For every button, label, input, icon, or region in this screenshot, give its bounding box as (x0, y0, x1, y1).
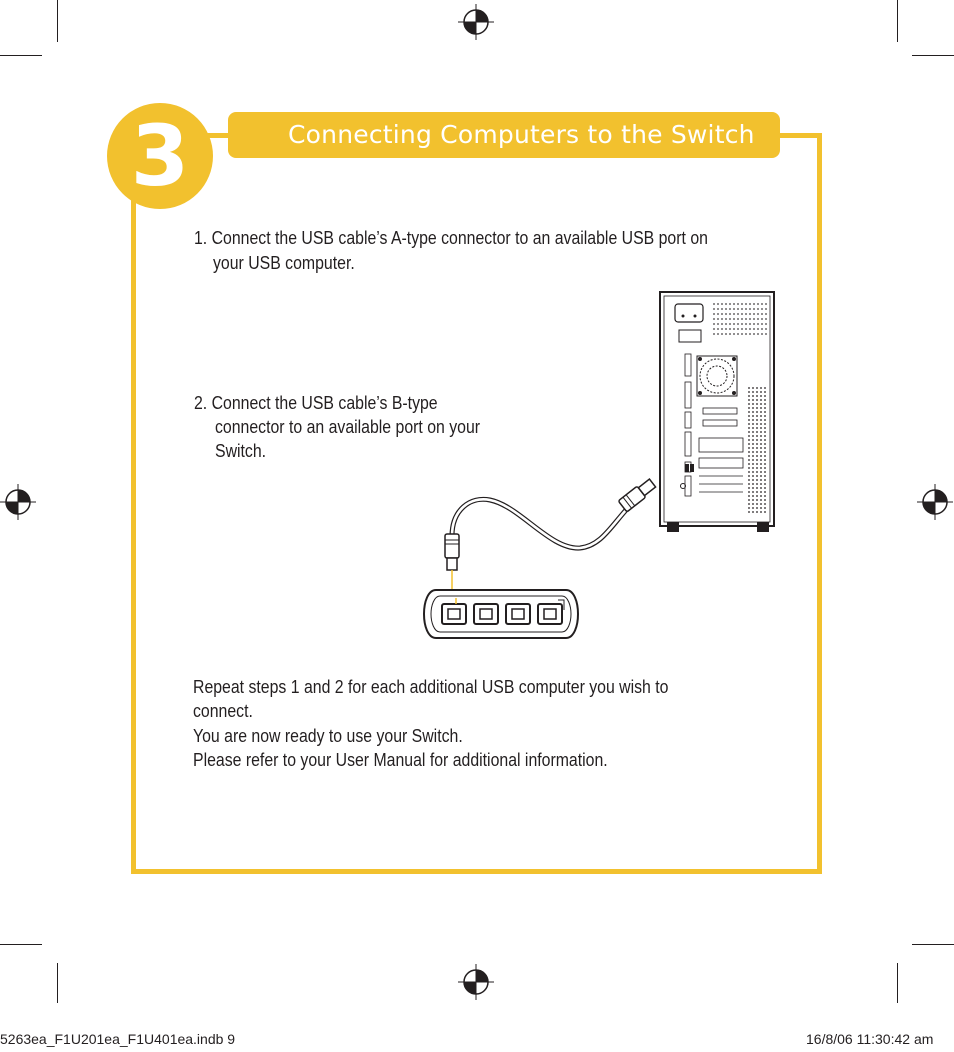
computer-tower-icon (655, 290, 780, 535)
step2-line1: 2. Connect the USB cable’s B-type (194, 393, 438, 413)
crop-mark (912, 944, 954, 945)
closing-line1: Repeat steps 1 and 2 for each additional USB computer you wish to (193, 677, 669, 697)
footer-file: 5263ea_F1U201ea_F1U401ea.indb 9 (0, 1031, 236, 1047)
registration-mark-icon (458, 4, 494, 40)
crop-mark (0, 55, 42, 56)
step1-line1: 1. Connect the USB cable’s A-type connector to an available USB port on (194, 228, 708, 248)
closing-line2: connect. (193, 701, 253, 721)
footer-datetime: 16/8/06 11:30:42 am (806, 1031, 934, 1047)
registration-mark-icon (458, 964, 494, 1000)
closing-line4: Please refer to your User Manual for additional information. (193, 750, 608, 770)
step2-line2: connector to an available port on your (215, 417, 481, 437)
crop-mark (57, 0, 58, 42)
crop-mark (897, 963, 898, 1003)
section-title: Connecting Computers to the Switch (288, 120, 755, 149)
crop-mark (0, 944, 42, 945)
kvm-switch-icon (422, 588, 580, 640)
registration-mark-icon (0, 484, 36, 520)
crop-mark (912, 55, 954, 56)
crop-mark (57, 963, 58, 1003)
crop-mark (897, 0, 898, 42)
step2-line3: Switch. (215, 441, 267, 461)
registration-mark-icon (917, 484, 953, 520)
step1-line2: your USB computer. (213, 253, 355, 273)
step-number: 3 (130, 107, 190, 205)
closing-line3: You are now ready to use your Switch. (193, 726, 463, 746)
